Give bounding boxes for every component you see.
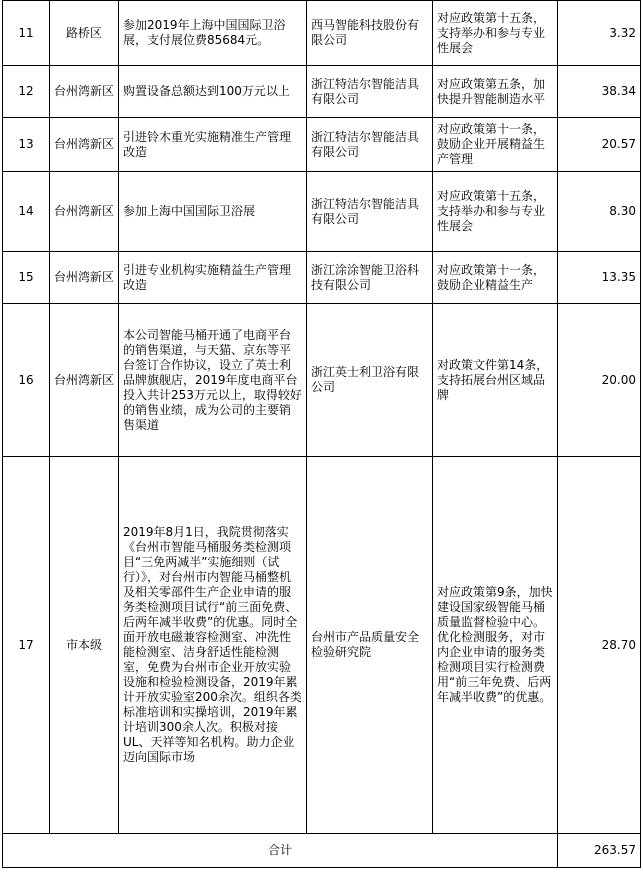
company-cell: 浙江特洁尔智能洁具有限公司 xyxy=(307,118,433,172)
policy-cell: 对应政策第十一条，鼓励企业精益生产 xyxy=(433,252,558,304)
company-cell: 浙江特洁尔智能洁具有限公司 xyxy=(307,66,433,118)
amount-cell: 38.34 xyxy=(558,66,641,118)
row-number: 15 xyxy=(3,252,50,304)
district-cell: 台州湾新区 xyxy=(50,172,119,252)
row-number: 17 xyxy=(3,457,50,834)
policy-cell: 对政策文件第14条，支持拓展台州区域品牌 xyxy=(433,304,558,457)
subsidy-table xyxy=(2,0,641,868)
policy-cell: 对应政策第十五条，支持举办和参与专业性展会 xyxy=(433,1,558,66)
total-amount: 263.57 xyxy=(558,834,641,868)
company-cell: 台州市产品质量安全检验研究院 xyxy=(307,457,433,834)
company-cell: 浙江英士利卫浴有限公司 xyxy=(307,304,433,457)
amount-cell: 20.57 xyxy=(558,118,641,172)
table-row xyxy=(3,118,641,172)
amount-cell: 20.00 xyxy=(558,304,641,457)
project-cell: 参加上海中国国际卫浴展 xyxy=(119,172,307,252)
project-cell: 参加2019年上海中国国际卫浴展，支付展位费85684元。 xyxy=(119,1,307,66)
project-cell: 购置设备总额达到100万元以上 xyxy=(119,66,307,118)
table-row xyxy=(3,304,641,457)
company-cell: 浙江涂涂智能卫浴科技有限公司 xyxy=(307,252,433,304)
district-cell: 路桥区 xyxy=(50,1,119,66)
district-cell: 台州湾新区 xyxy=(50,118,119,172)
project-cell: 引进专业机构实施精益生产管理改造 xyxy=(119,252,307,304)
policy-cell: 对应政策第五条，加快提升智能制造水平 xyxy=(433,66,558,118)
row-number: 13 xyxy=(3,118,50,172)
policy-cell: 对应政策第十一条，鼓励企业开展精益生产管理 xyxy=(433,118,558,172)
district-cell: 台州湾新区 xyxy=(50,66,119,118)
policy-cell: 对应政策第十五条，支持举办和参与专业性展会 xyxy=(433,172,558,252)
row-number: 14 xyxy=(3,172,50,252)
policy-cell: 对应政策第9条，加快建设国家级智能马桶质量监督检验中心。优化检测服务，对市内企业申请的服务类检测项目实行检测费用“前三年免费、后两年减半收费”的优惠。 xyxy=(433,457,558,834)
table-row xyxy=(3,252,641,304)
amount-cell: 8.30 xyxy=(558,172,641,252)
row-number: 16 xyxy=(3,304,50,457)
amount-cell: 28.70 xyxy=(558,457,641,834)
district-cell: 台州湾新区 xyxy=(50,304,119,457)
subsidy-table-page xyxy=(2,0,640,868)
amount-cell: 13.35 xyxy=(558,252,641,304)
total-label: 合计 xyxy=(3,834,558,868)
company-cell: 浙江特洁尔智能洁具有限公司 xyxy=(307,172,433,252)
district-cell: 台州湾新区 xyxy=(50,252,119,304)
district-cell: 市本级 xyxy=(50,457,119,834)
table-row xyxy=(3,66,641,118)
project-cell: 本公司智能马桶开通了电商平台的销售渠道，与天猫、京东等平台签订合作协议，设立了英士利品牌旗舰店，2019年度电商平台投入共计253万元以上，取得较好的销售业绩，成为公司的主要销售渠道 xyxy=(119,304,307,457)
row-number: 12 xyxy=(3,66,50,118)
table-row xyxy=(3,172,641,252)
amount-cell: 3.32 xyxy=(558,1,641,66)
row-number: 11 xyxy=(3,1,50,66)
table-row xyxy=(3,457,641,834)
company-cell: 西马智能科技股份有限公司 xyxy=(307,1,433,66)
table-row xyxy=(3,1,641,66)
project-cell: 引进铃木重光实施精准生产管理改造 xyxy=(119,118,307,172)
total-row xyxy=(3,834,641,868)
project-cell: 2019年8月1日，我院贯彻落实《台州市智能马桶服务类检测项目“三免两减半”实施细则（试行）》，对台州市内智能马桶整机及相关零部件生产企业申请的服务类检测项目试行“前三面免费、后两年减半收费”的优惠。同时全面开放电磁兼容检测室、冲洗性能检测室、洁身舒适性能检测室，免费为台州市企业开放实验设施和检验检测设备，2019年累计开放实验室200余次。组织各类标准培训和实操培训，2019年累计培训300余人次。积极对接UL、天祥等知名机构。助力企业迈向国际市场 xyxy=(119,457,307,834)
